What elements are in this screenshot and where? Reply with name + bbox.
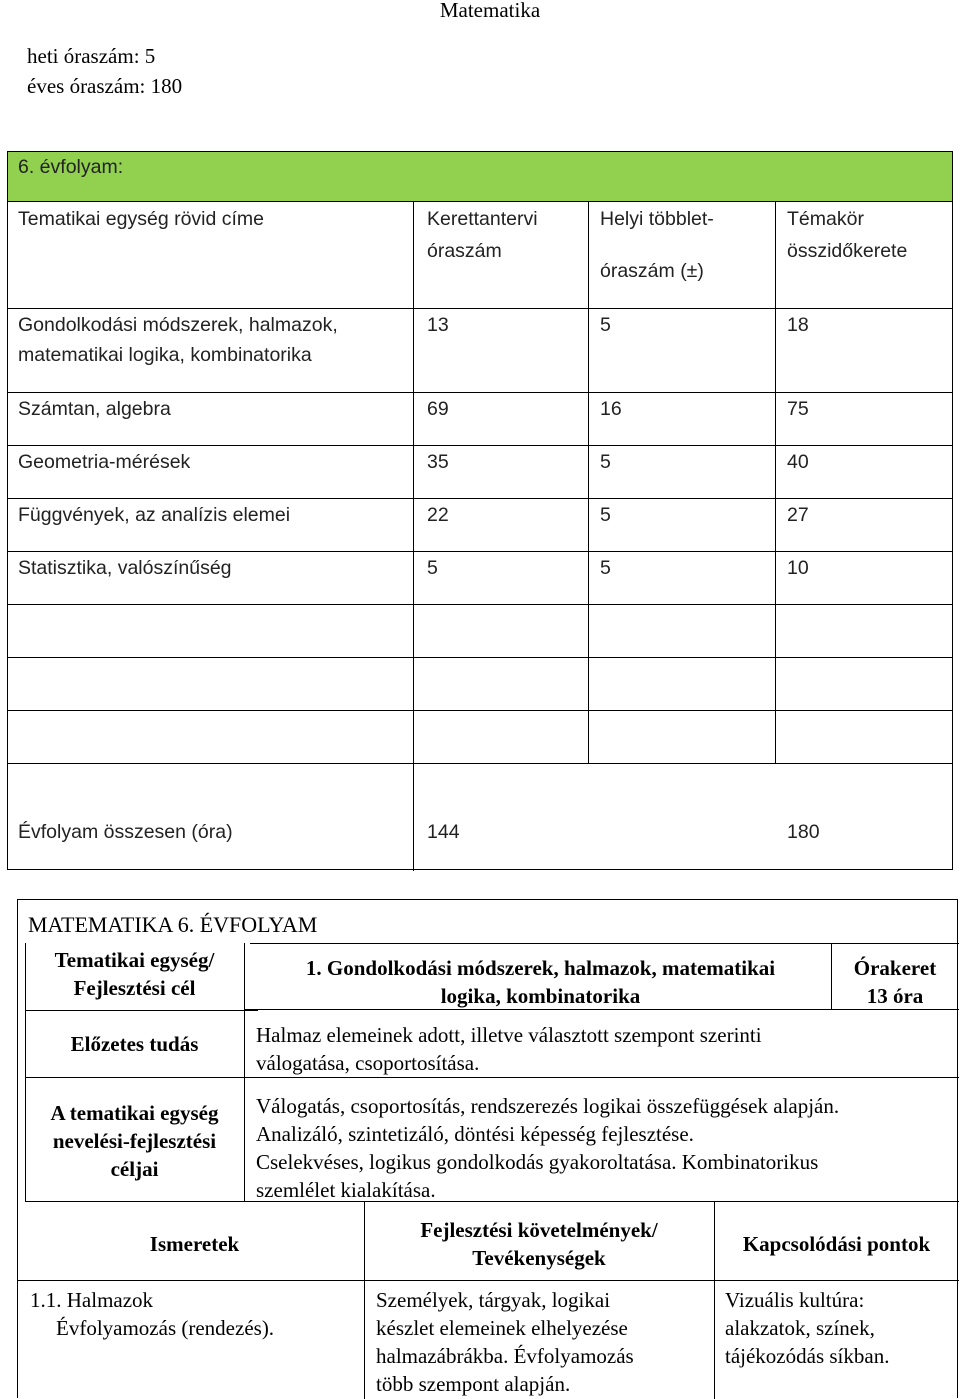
goals-text-line1: Válogatás, csoportosítás, rendszerezés logikai összefüggések alapján. — [256, 1094, 840, 1118]
row-local: 16 — [600, 398, 622, 420]
row-total: 40 — [787, 451, 809, 473]
goals-label-line2: nevelési-fejlesztési — [52, 1129, 217, 1153]
requirements-line1: Személyek, tárgyak, logikai — [376, 1288, 611, 1312]
requirements-line2: készlet elemeinek elhelyezése — [376, 1316, 628, 1340]
row-topic: Statisztika, valószínűség — [18, 557, 232, 579]
row-framework: 13 — [427, 314, 449, 336]
row-total: 18 — [787, 314, 809, 336]
knowledge-line2: Évfolyamozás (rendezés). — [56, 1316, 275, 1340]
row-topic-line2: matematikai logika, kombinatorika — [18, 344, 312, 366]
row-topic: Függvények, az analízis elemei — [18, 504, 291, 526]
row-framework: 35 — [427, 451, 449, 473]
row-framework: 5 — [427, 557, 438, 579]
weekly-hours: heti óraszám: 5 — [27, 44, 156, 68]
header-total-line1: Témakör — [787, 208, 864, 230]
knowledge-line1: 1.1. Halmazok — [30, 1288, 154, 1312]
unit-heading: MATEMATIKA 6. ÉVFOLYAM — [28, 912, 318, 937]
row-framework: 69 — [427, 398, 449, 420]
yearly-hours: éves óraszám: 180 — [27, 74, 183, 98]
unit-label-line2: Fejlesztési cél — [73, 976, 196, 1000]
prior-text-line2: válogatása, csoportosítása. — [256, 1051, 480, 1075]
connections-line1: Vizuális kultúra: — [725, 1288, 865, 1312]
header-topic: Tematikai egység rövid címe — [18, 208, 265, 230]
requirements-line4: több szempont alapján. — [376, 1372, 571, 1396]
prior-text-line1: Halmaz elemeinek adott, illetve választott szempont szerinti — [256, 1023, 762, 1047]
row-total: 10 — [787, 557, 809, 579]
col-requirements-header-line2: Tevékenységek — [472, 1246, 606, 1270]
connections-line2: alakzatok, színek, — [725, 1316, 875, 1340]
unit-title-line1: 1. Gondolkodási módszerek, halmazok, matematikai — [305, 956, 776, 980]
goals-text-line3: Cselekvéses, logikus gondolkodás gyakoroltatása. Kombinatorikus — [256, 1150, 819, 1174]
unit-table — [17, 899, 958, 1398]
row-topic: Számtan, algebra — [18, 398, 171, 420]
summary-label: Évfolyam összesen (óra) — [18, 821, 233, 843]
connections-line3: tájékozódás síkban. — [725, 1344, 890, 1368]
goals-text-line2: Analizáló, szintetizáló, döntési képesség fejlesztése. — [256, 1122, 694, 1146]
goals-text-line4: szemlélet kialakítása. — [256, 1178, 436, 1202]
col-knowledge-header: Ismeretek — [149, 1232, 240, 1256]
hours-value: 13 óra — [866, 984, 924, 1008]
row-framework: 22 — [427, 504, 449, 526]
col-requirements-header-line1: Fejlesztési követelmények/ — [420, 1218, 658, 1242]
document-title: Matematika — [439, 0, 541, 22]
requirements-line3: halmazábrákba. Évfolyamozás — [376, 1344, 634, 1368]
unit-label-line1: Tematikai egység/ — [54, 948, 215, 972]
row-local: 5 — [600, 504, 611, 526]
row-total: 27 — [787, 504, 809, 526]
header-framework-line1: Kerettantervi — [427, 208, 538, 230]
goals-label-line1: A tematikai egység — [50, 1101, 219, 1125]
row-total: 75 — [787, 398, 809, 420]
hours-label: Órakeret — [853, 956, 937, 980]
grade-hours-table — [7, 151, 953, 870]
unit-title-line2: logika, kombinatorika — [440, 984, 641, 1008]
grade-header-band — [8, 152, 952, 201]
prior-label: Előzetes tudás — [70, 1032, 199, 1056]
header-local-line1: Helyi többlet- — [600, 208, 714, 230]
goals-label-line3: céljai — [110, 1157, 159, 1181]
header-local-line2: óraszám (±) — [600, 260, 704, 282]
grade-label: 6. évfolyam: — [18, 156, 124, 178]
row-local: 5 — [600, 451, 611, 473]
row-topic-line1: Gondolkodási módszerek, halmazok, — [18, 314, 338, 336]
row-local: 5 — [600, 314, 611, 336]
summary-total: 180 — [787, 821, 820, 843]
header-framework-line2: óraszám — [427, 240, 502, 262]
header-total-line2: összidőkerete — [787, 240, 908, 262]
row-topic: Geometria-mérések — [18, 451, 191, 473]
row-local: 5 — [600, 557, 611, 579]
summary-framework: 144 — [427, 821, 460, 843]
col-connections-header: Kapcsolódási pontok — [742, 1232, 931, 1256]
